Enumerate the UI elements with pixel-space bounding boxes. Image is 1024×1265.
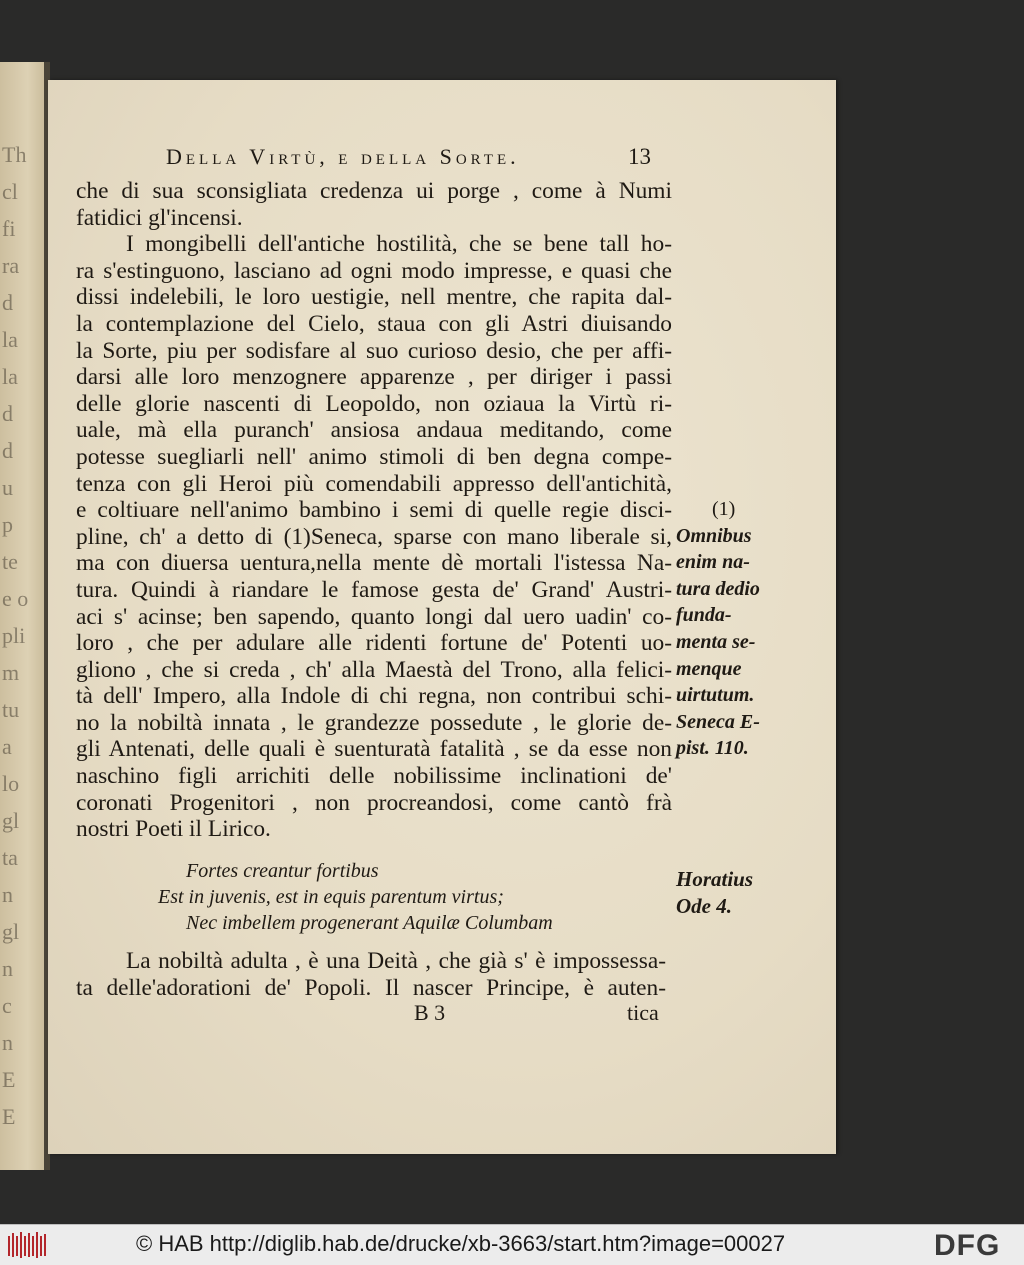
- verse-line: Nec imbellem progenerant Aquilæ Columbam: [186, 912, 553, 934]
- previous-page-fragment: la: [2, 364, 18, 389]
- previous-page-fragment: u: [2, 475, 13, 500]
- signature-mark: B 3: [414, 1000, 446, 1025]
- text-line: delle glorie nascenti di Leopoldo, non oziaua la Virtù ri-: [76, 390, 672, 417]
- previous-page-fragment: cl: [2, 179, 18, 204]
- previous-page-fragment: ta: [2, 845, 18, 870]
- hab-logo-icon: [6, 1230, 48, 1260]
- previous-page-fragment: Th: [2, 142, 27, 167]
- text-line: tà dell' Impero, alla Indole di chi regna, non contribui schi-: [76, 683, 672, 710]
- text-line: coronati Progenitori , non procreandosi, come cantò frà: [76, 789, 672, 816]
- text-line: dissi indelebili, le loro uestigie, nell mentre, che rapita dal-: [76, 284, 672, 311]
- body-text-continued: [76, 948, 666, 1001]
- text-line: gliono , che si creda , ch' alla Maestà del Trono, alla felici-: [76, 656, 672, 683]
- previous-page-fragment: pli: [2, 623, 26, 648]
- text-line: la Sorte, piu per sodisfare al suo curioso desio, che per affi-: [76, 337, 672, 364]
- text-line: La nobiltà adulta , è una Deità , che già s' è impossessa-: [126, 948, 666, 974]
- note-line: menque: [676, 657, 742, 680]
- footer-url-text[interactable]: © HAB http://diglib.hab.de/drucke/xb-3663/start.htm?image=00027: [136, 1231, 786, 1256]
- text-line: fatidici gl'incensi.: [76, 204, 243, 231]
- note-line: uirtutum.: [676, 684, 755, 707]
- previous-page-fragment: n: [2, 956, 13, 981]
- previous-page-fragment: lo: [2, 771, 20, 796]
- verse-line: Est in juvenis, est in equis parentum virtus;: [158, 886, 504, 908]
- previous-page-fragment: fi: [2, 216, 16, 241]
- text-line: I mongibelli dell'antiche hostilità, che se bene tall ho-: [126, 231, 672, 258]
- note-number: (1): [712, 498, 736, 520]
- dfg-logo: DFG: [934, 1229, 1001, 1262]
- previous-page-fragment: e o: [2, 586, 29, 611]
- previous-page-fragment: m: [2, 660, 20, 685]
- previous-page-fragment: n: [2, 1030, 13, 1055]
- text-line: ra s'estinguono, lasciano ad ogni modo impresse, e quasi che: [76, 257, 672, 284]
- note-line: Ode 4.: [676, 894, 732, 918]
- previous-page-fragment: c: [2, 993, 12, 1018]
- text-line: naschino figli arrichiti delle nobilissime inclinationi de': [76, 763, 672, 790]
- previous-page-fragment: a: [2, 734, 12, 759]
- text-line: no la nobiltà innata , le grandezze possedute , le glorie de-: [76, 709, 672, 736]
- previous-page-edge: [0, 62, 46, 1170]
- text-line: pline, ch' a detto di (1)Seneca, sparse con mano liberale si,: [76, 523, 672, 550]
- text-line: ma con diuersa uentura,nella mente dè mortali l'istessa Na-: [76, 550, 672, 577]
- text-line: che di sua sconsigliata credenza ui porge , come à Numi: [76, 178, 672, 204]
- margin-note-seneca: [676, 496, 760, 762]
- previous-page-fragment: E: [2, 1067, 16, 1092]
- text-line: aci s' acinse; ben sapendo, quanto longi dal uero uadin' co-: [76, 603, 672, 630]
- previous-page-fragment: d: [2, 401, 13, 426]
- footer-bar: [0, 1224, 1024, 1265]
- text-line: tenza con gli Heroi più comendabili appresso dell'antichità,: [76, 470, 672, 497]
- note-line: enim na-: [676, 551, 750, 574]
- verse-line: Fortes creantur fortibus: [186, 860, 379, 882]
- previous-page-fragment: d: [2, 438, 13, 463]
- previous-page-fragment: tu: [2, 697, 20, 722]
- text-line: tura. Quindi à riandare le famose gesta de' Grand' Austri-: [76, 576, 672, 603]
- note-line: pist. 110.: [676, 737, 749, 760]
- previous-page-fragment: p: [2, 512, 13, 537]
- text-line: ta delle'adorationi de' Popoli. Il nascer Principe, è auten-: [76, 974, 666, 1001]
- previous-page-fragment: ra: [2, 253, 20, 278]
- previous-page-fragment: te: [2, 549, 18, 574]
- text-line: gli Antenati, delle quali è suenturatà fatalità , se da esse non: [76, 736, 672, 763]
- text-line: darsi alle loro menzognere apparenze , per diriger i passi: [76, 364, 672, 391]
- text-line: uale, mà ella puranch' ansiosa andaua meditando, come: [76, 417, 672, 444]
- page-number: 13: [628, 144, 651, 169]
- previous-page-fragment: n: [2, 882, 13, 907]
- catchword: tica: [627, 1000, 659, 1025]
- margin-note-horace: [676, 866, 753, 920]
- note-line: Omnibus: [676, 524, 752, 547]
- previous-page-fragment: d: [2, 290, 13, 315]
- body-text: [76, 178, 672, 843]
- note-line: menta se-: [676, 630, 756, 653]
- previous-page-fragment: E: [2, 1104, 16, 1129]
- text-line: potesse suegliarli nell' animo stimoli di ben degna compe-: [76, 443, 672, 470]
- previous-page-fragment: gl: [2, 808, 20, 833]
- note-line: funda-: [676, 604, 732, 627]
- running-head: Della Virtù, e della Sorte.: [166, 144, 520, 169]
- previous-page-fragment: gl: [2, 919, 20, 944]
- text-line: e coltiuare nell'animo bambino i semi di quelle regie disci-: [76, 497, 672, 524]
- note-line: Horatius: [676, 867, 754, 891]
- note-line: tura dedio: [676, 577, 760, 600]
- text-line: la contemplazione del Cielo, staua con gli Astri diuisando: [76, 310, 672, 337]
- previous-page-fragment: la: [2, 327, 18, 352]
- note-line: Seneca E-: [676, 710, 760, 733]
- text-line: loro , che per adulare alle ridenti fortune de' Potenti uo-: [76, 630, 672, 657]
- text-line: nostri Poeti il Lirico.: [76, 816, 271, 843]
